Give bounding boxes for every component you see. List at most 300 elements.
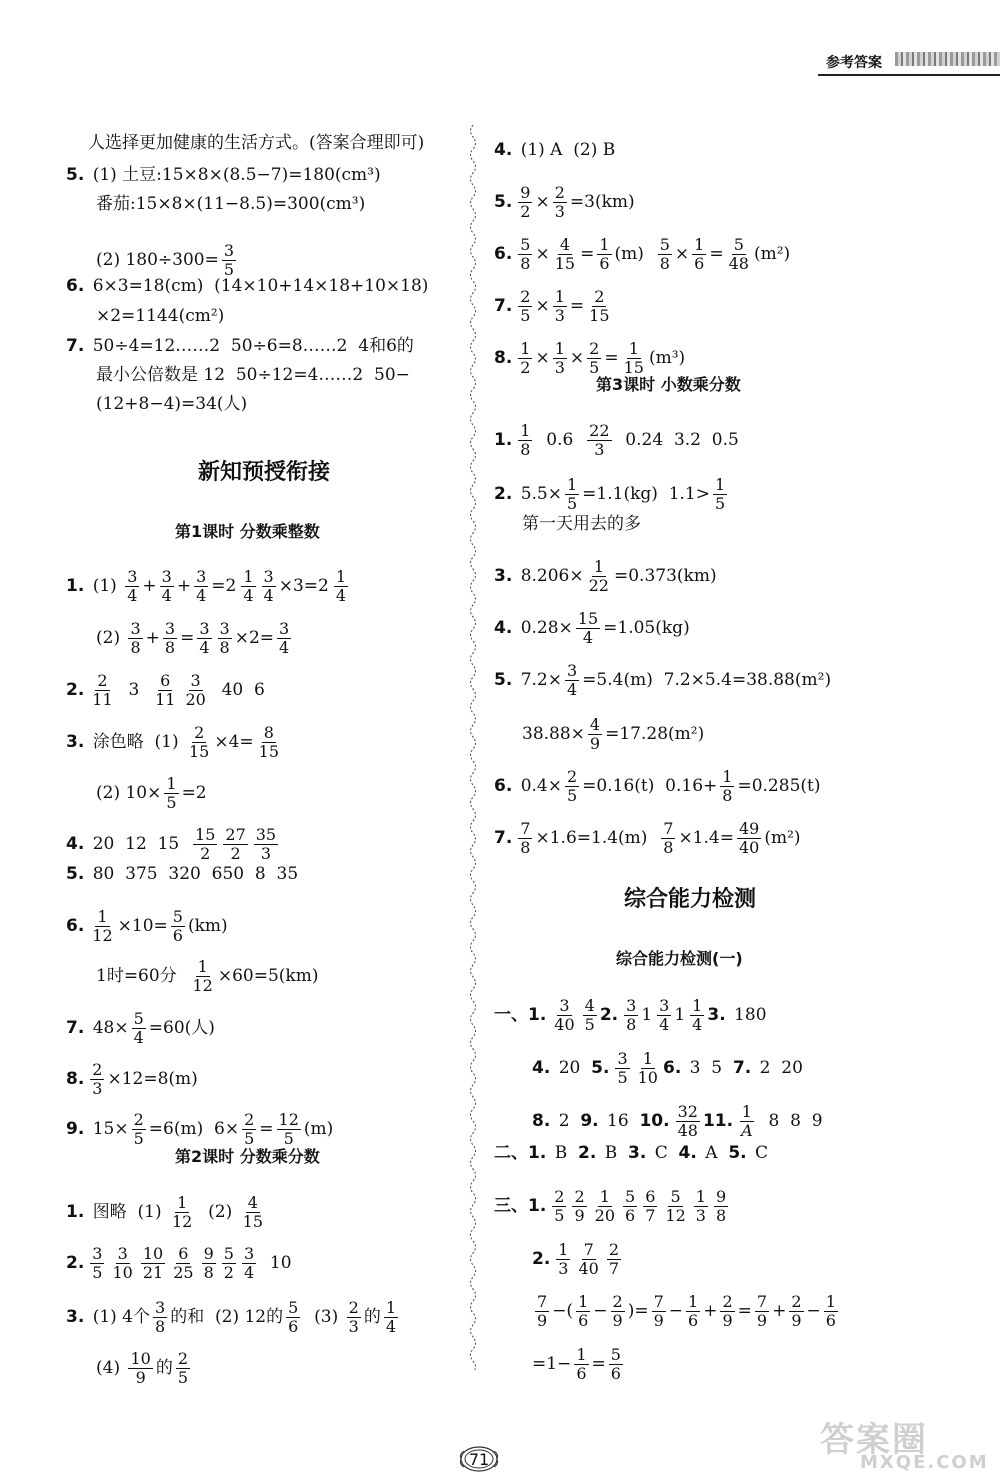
fraction-stack — [187, 724, 211, 762]
fraction-stack — [170, 1194, 194, 1232]
fraction-stack — [202, 1245, 216, 1283]
fraction-stack — [615, 1050, 629, 1088]
mixed-number — [674, 997, 707, 1035]
answer-line — [66, 167, 381, 184]
numerator: 5 — [172, 907, 183, 926]
header-rule — [818, 74, 1000, 76]
fraction-stack — [694, 1188, 708, 1226]
fraction-stack — [553, 288, 567, 326]
numerator: 1 — [688, 1292, 699, 1311]
numerator: 3 — [117, 1244, 128, 1263]
numerator: 9 — [203, 1244, 214, 1263]
text-run: C — [749, 1143, 769, 1163]
fraction — [594, 236, 614, 274]
fraction-stack — [191, 958, 215, 996]
numerator: 1 — [695, 1187, 706, 1206]
denominator: 5 — [166, 793, 177, 813]
fraction-stack — [110, 1245, 134, 1283]
item-number: 5. — [66, 864, 85, 884]
numerator: 1 — [166, 774, 177, 793]
fraction — [553, 1241, 573, 1279]
numerator: 5 — [610, 1345, 621, 1364]
fraction — [640, 1188, 660, 1226]
fraction — [711, 1188, 731, 1226]
fraction — [199, 1245, 219, 1283]
denominator: 6 — [688, 1311, 699, 1331]
answer-line — [96, 775, 207, 813]
text-run: 的和 (2) 12的 — [170, 1307, 284, 1328]
denominator: 2 — [230, 844, 241, 864]
text-run: 180 — [728, 1005, 767, 1026]
item-number: 2. — [66, 680, 85, 701]
denominator: 3 — [558, 1259, 569, 1279]
text-run: × — [674, 244, 690, 265]
text-run: (m³) — [648, 348, 686, 369]
denominator: 5 — [283, 1129, 294, 1149]
fraction-stack — [739, 1103, 755, 1141]
fraction — [188, 958, 218, 996]
numerator: 3 — [219, 619, 230, 638]
numerator: 7 — [520, 819, 531, 838]
fraction-stack — [242, 1245, 256, 1283]
fraction — [125, 1350, 155, 1388]
fraction — [562, 476, 582, 514]
fraction — [515, 288, 535, 326]
item-number: 3. — [494, 566, 513, 587]
fraction-stack — [661, 820, 675, 858]
text-run: = — [737, 1301, 752, 1322]
fraction-stack — [347, 1299, 361, 1337]
fraction-stack — [163, 620, 177, 658]
numerator: 3 — [196, 567, 207, 586]
numerator: 2 — [554, 1187, 565, 1206]
numerator: 7 — [756, 1292, 768, 1311]
numerator: 1 — [593, 557, 604, 576]
fraction — [689, 236, 709, 274]
text-run: − — [593, 1301, 608, 1322]
numerator: 3 — [92, 1244, 103, 1263]
fraction-stack — [552, 997, 576, 1035]
numerator: 2 — [348, 1298, 359, 1317]
numerator: 2 — [177, 1349, 189, 1368]
denominator: 4 — [263, 586, 274, 606]
text-run: 40 6 — [210, 680, 265, 701]
numerator: 1 — [642, 1049, 653, 1068]
text-run: = — [211, 576, 226, 597]
item-number: 3. — [66, 1307, 85, 1328]
item-number: 1. — [66, 576, 85, 597]
answer-line — [494, 142, 615, 159]
lesson-title: 第3课时 小数乘分数 — [596, 375, 741, 394]
item-number: 6. — [662, 1058, 682, 1079]
fraction — [219, 242, 239, 280]
fraction — [658, 820, 678, 858]
item-number: 11. — [702, 1111, 734, 1132]
fraction — [590, 1188, 620, 1226]
item-number: 3. — [66, 732, 85, 753]
fraction-stack — [277, 620, 291, 658]
fraction-stack — [624, 997, 638, 1035]
answer-line — [66, 338, 414, 355]
text-run: =2 — [181, 783, 207, 804]
item-number: 2. — [66, 1253, 85, 1274]
fraction — [122, 568, 142, 606]
text-run: 5.5× — [515, 484, 562, 505]
watermark-url: MXQE.COM — [860, 1452, 989, 1473]
fraction-stack — [518, 288, 532, 326]
numerator: 3 — [155, 1298, 166, 1317]
fraction — [194, 620, 214, 658]
text-run: 50÷4=12……2 50÷6=8……2 4和6的 — [87, 336, 414, 356]
fraction — [168, 1245, 198, 1283]
fraction-stack — [572, 1188, 586, 1226]
text-run: =1.1(kg) 1.1> — [582, 484, 710, 505]
fraction-stack — [183, 672, 207, 710]
item-number: 4. — [66, 834, 85, 855]
denominator: 5 — [617, 1068, 628, 1088]
fraction — [550, 184, 570, 222]
answer-line — [66, 278, 428, 295]
fraction — [180, 672, 210, 710]
fraction — [173, 1350, 193, 1388]
denominator: 2 — [200, 844, 211, 864]
denominator: 5 — [177, 1368, 189, 1388]
mixed-number — [641, 997, 674, 1035]
text-run: B — [549, 1143, 579, 1163]
item-number: 1. — [66, 1202, 85, 1223]
denominator: 5 — [566, 786, 578, 806]
fraction-stack — [576, 610, 600, 648]
item-number: 9. — [66, 1119, 85, 1140]
numerator: 1 — [554, 339, 565, 358]
item-number: 二、1. — [494, 1143, 547, 1163]
fraction — [585, 716, 605, 754]
denominator: 8 — [659, 254, 670, 274]
denominator: 5 — [589, 358, 600, 378]
text-run: 最小公倍数是 12 50÷12=4……2 50− — [96, 365, 410, 385]
text-run: 7.2× — [515, 670, 562, 691]
text-run: (2) — [96, 628, 126, 649]
denominator: 40 — [738, 838, 760, 858]
fraction-stack — [132, 1010, 146, 1048]
fraction-stack — [720, 768, 734, 806]
numerator: 1 — [722, 767, 733, 786]
numerator: 1 — [578, 1292, 589, 1311]
item-number: 7. — [66, 336, 85, 356]
numerator: 2 — [194, 723, 205, 742]
fraction-stack — [171, 1245, 195, 1283]
answer-line — [494, 422, 739, 460]
numerator: 1 — [97, 907, 108, 926]
answer-line — [532, 1346, 626, 1384]
denominator: 9 — [612, 1311, 623, 1331]
numerator: 1 — [197, 957, 208, 976]
item-number: 4. — [494, 618, 513, 639]
fraction — [606, 1346, 626, 1384]
text-run: 8 8 9 — [757, 1111, 823, 1132]
numerator: 5 — [223, 1244, 234, 1263]
numerator: 2 — [594, 287, 605, 306]
fraction-stack — [128, 1350, 152, 1388]
answer-line — [494, 768, 820, 806]
fraction — [381, 1299, 401, 1337]
numerator: 2 — [244, 1110, 255, 1129]
text-run: ×2=1144(cm²) — [96, 306, 225, 326]
text-run: 3 5 — [684, 1058, 733, 1079]
fraction — [550, 340, 570, 378]
text-run: × — [535, 296, 550, 317]
fraction — [87, 1245, 107, 1283]
item-number: 2. — [494, 484, 513, 505]
numerator: 1 — [558, 1240, 569, 1259]
text-run: (2) 10× — [96, 783, 162, 804]
fraction — [515, 820, 535, 858]
fraction — [168, 908, 188, 946]
numerator: 1 — [177, 1193, 188, 1212]
fraction — [691, 1188, 711, 1226]
page-number: 71 — [468, 1450, 490, 1469]
fraction — [604, 1241, 624, 1279]
item-number: 7. — [732, 1058, 752, 1079]
text-run: =5.4(m) 7.2×5.4=38.88(m²) — [582, 670, 832, 691]
text-run: =1− — [532, 1354, 572, 1375]
item-number: 5. — [591, 1058, 610, 1079]
fraction — [239, 1245, 259, 1283]
fraction — [683, 1293, 703, 1331]
fraction-stack — [607, 1241, 621, 1279]
fraction-stack — [597, 236, 611, 274]
text-run: (4) — [96, 1358, 126, 1379]
denominator: 6 — [625, 1206, 636, 1226]
text-run: (2) — [197, 1202, 238, 1223]
denominator: 15 — [554, 254, 576, 274]
answer-line — [494, 610, 690, 648]
denominator: 12 — [172, 1212, 193, 1232]
fraction-stack — [565, 662, 579, 700]
numerator: 5 — [670, 1187, 681, 1206]
denominator: 9 — [574, 1206, 585, 1226]
numerator: 2 — [133, 1110, 144, 1129]
text-run: 15× — [87, 1119, 129, 1140]
answer-line — [66, 1194, 268, 1232]
item-number: 6. — [66, 276, 85, 296]
answer-line — [96, 196, 365, 213]
numerator: 2 — [612, 1292, 623, 1311]
fraction — [150, 672, 180, 710]
fraction — [191, 568, 211, 606]
item-number: 2. — [599, 1005, 619, 1026]
fraction — [660, 1188, 690, 1226]
answer-line — [522, 516, 641, 533]
answer-line — [66, 1245, 292, 1283]
item-number: 4. — [678, 1143, 697, 1163]
fraction — [283, 1299, 303, 1337]
answer-line — [532, 1050, 803, 1088]
text-run: B — [599, 1143, 629, 1163]
fraction-stack — [611, 1293, 625, 1331]
fraction — [251, 826, 281, 864]
numerator: 3 — [223, 241, 235, 260]
text-run: ×1.6=1.4(m) — [535, 828, 659, 849]
fraction — [571, 1346, 591, 1384]
fraction — [786, 1293, 806, 1331]
fraction-stack — [518, 184, 532, 222]
numerator: 7 — [537, 1292, 548, 1311]
text-run: =1.05(kg) — [603, 618, 690, 639]
denominator: 3 — [695, 1206, 706, 1226]
denominator: 8 — [520, 838, 531, 858]
fraction-stack — [90, 1245, 104, 1283]
numerator: 1 — [385, 1298, 396, 1317]
fraction — [612, 1050, 632, 1088]
numerator: 3 — [566, 661, 578, 680]
numerator: 5 — [288, 1298, 299, 1317]
numerator: 9 — [520, 183, 531, 202]
fraction — [129, 1010, 149, 1048]
denominator: 5 — [584, 1015, 595, 1035]
text-run: = — [709, 244, 724, 265]
denominator: 8 — [520, 440, 531, 460]
denominator: 9 — [722, 1311, 733, 1331]
section-title: 综合能力检测 — [624, 887, 757, 912]
denominator: 9 — [135, 1368, 146, 1388]
watermark-logo — [820, 1412, 998, 1476]
numerator: 2 — [574, 1187, 585, 1206]
fraction-stack — [197, 620, 211, 658]
fraction-stack — [636, 1050, 660, 1088]
fraction — [573, 610, 603, 648]
item-number: 5. — [66, 165, 85, 185]
denominator: 15 — [589, 306, 610, 326]
fraction-stack — [552, 1188, 566, 1226]
denominator: 9 — [791, 1311, 802, 1331]
fraction-stack — [223, 826, 247, 864]
fraction — [584, 288, 614, 326]
fraction — [550, 236, 580, 274]
fraction-stack — [171, 908, 185, 946]
item-number: 1. — [494, 430, 513, 451]
denominator: 4 — [659, 1015, 670, 1035]
numerator: 1 — [692, 996, 703, 1015]
column-divider — [467, 125, 479, 1370]
text-run: (1) 土豆:15×8×(8.5−7)=180(cm³) — [87, 165, 381, 185]
fraction-stack — [755, 1293, 769, 1331]
denominator: 5 — [92, 1263, 103, 1283]
numerator: 1 — [741, 1102, 752, 1121]
fraction — [157, 568, 177, 606]
answer-line — [494, 288, 615, 326]
denominator: 3 — [92, 1079, 103, 1099]
text-run: ×4= — [214, 732, 254, 753]
denominator: 2 — [223, 1263, 234, 1283]
text-run: 涂色略 (1) — [87, 732, 184, 753]
denominator: 9 — [756, 1311, 768, 1331]
answer-line — [494, 476, 730, 514]
denominator: 10 — [112, 1263, 133, 1283]
denominator: 12 — [665, 1206, 686, 1226]
text-run: = — [591, 1354, 606, 1375]
fraction-stack — [692, 236, 706, 274]
text-run: 番茄:15×8×(11−8.5)=300(cm³) — [96, 194, 366, 214]
denominator: 11 — [155, 690, 176, 710]
denominator: 8 — [722, 786, 733, 806]
numerator: 1 — [520, 339, 531, 358]
text-run: × — [535, 244, 550, 265]
answer-line — [494, 236, 790, 274]
fraction-stack — [720, 1293, 734, 1331]
fraction — [160, 620, 180, 658]
fraction — [190, 826, 220, 864]
denominator: 4 — [243, 1263, 255, 1283]
text-run: × — [535, 348, 550, 369]
denominator: 3 — [554, 306, 565, 326]
numerator: 6 — [160, 671, 171, 690]
denominator: 6 — [599, 254, 610, 274]
numerator: 15 — [195, 825, 216, 844]
numerator: 27 — [225, 825, 246, 844]
text-run: 的 — [155, 1358, 173, 1379]
text-run: (m) — [614, 244, 655, 265]
fraction — [549, 997, 579, 1035]
text-run: 38.88× — [522, 724, 585, 745]
text-run: =3(km) — [569, 192, 635, 213]
text-run: 0.6 — [535, 430, 585, 451]
fraction-stack — [153, 1299, 167, 1337]
answer-line — [494, 184, 635, 222]
answer-line — [494, 1145, 768, 1162]
item-number: 7. — [66, 1018, 85, 1039]
denominator: 15 — [623, 358, 644, 378]
answer-line — [66, 826, 281, 864]
text-run: 8.206× — [515, 566, 584, 587]
fraction-stack — [535, 1293, 549, 1331]
denominator: 11 — [92, 690, 113, 710]
item-number: 3. — [707, 1005, 726, 1026]
denominator: 5 — [133, 1129, 144, 1149]
fraction — [584, 558, 614, 596]
fraction-stack — [583, 997, 597, 1035]
denominator: 7 — [608, 1259, 620, 1279]
denominator: 5 — [520, 306, 531, 326]
fraction-stack — [587, 288, 611, 326]
denominator: 15 — [258, 742, 280, 762]
item-number: 6. — [494, 776, 513, 797]
answer-line — [96, 620, 294, 658]
denominator: 6 — [576, 1364, 587, 1384]
denominator: 4 — [199, 638, 210, 658]
fraction-stack — [553, 236, 577, 274]
numerator: 2 — [92, 1060, 103, 1079]
numerator: 7 — [663, 819, 674, 838]
text-run: =0.373(km) — [613, 566, 717, 587]
fraction-stack — [257, 724, 281, 762]
denominator: 8 — [219, 638, 230, 658]
denominator: 4 — [196, 586, 207, 606]
text-run: ×12=8(m) — [107, 1069, 198, 1090]
text-run: (1) — [87, 576, 123, 597]
text-run: A — [699, 1143, 729, 1163]
item-number: 9. — [580, 1111, 599, 1132]
denominator: 15 — [189, 742, 210, 762]
answer-line — [96, 308, 224, 325]
fraction-stack — [518, 422, 532, 460]
numerator: 3 — [161, 567, 172, 586]
text-run: C — [649, 1143, 679, 1163]
answer-line — [66, 724, 284, 762]
numerator: 3 — [190, 671, 201, 690]
numerator: 7 — [583, 1240, 594, 1259]
item-number: 4. — [532, 1058, 551, 1079]
